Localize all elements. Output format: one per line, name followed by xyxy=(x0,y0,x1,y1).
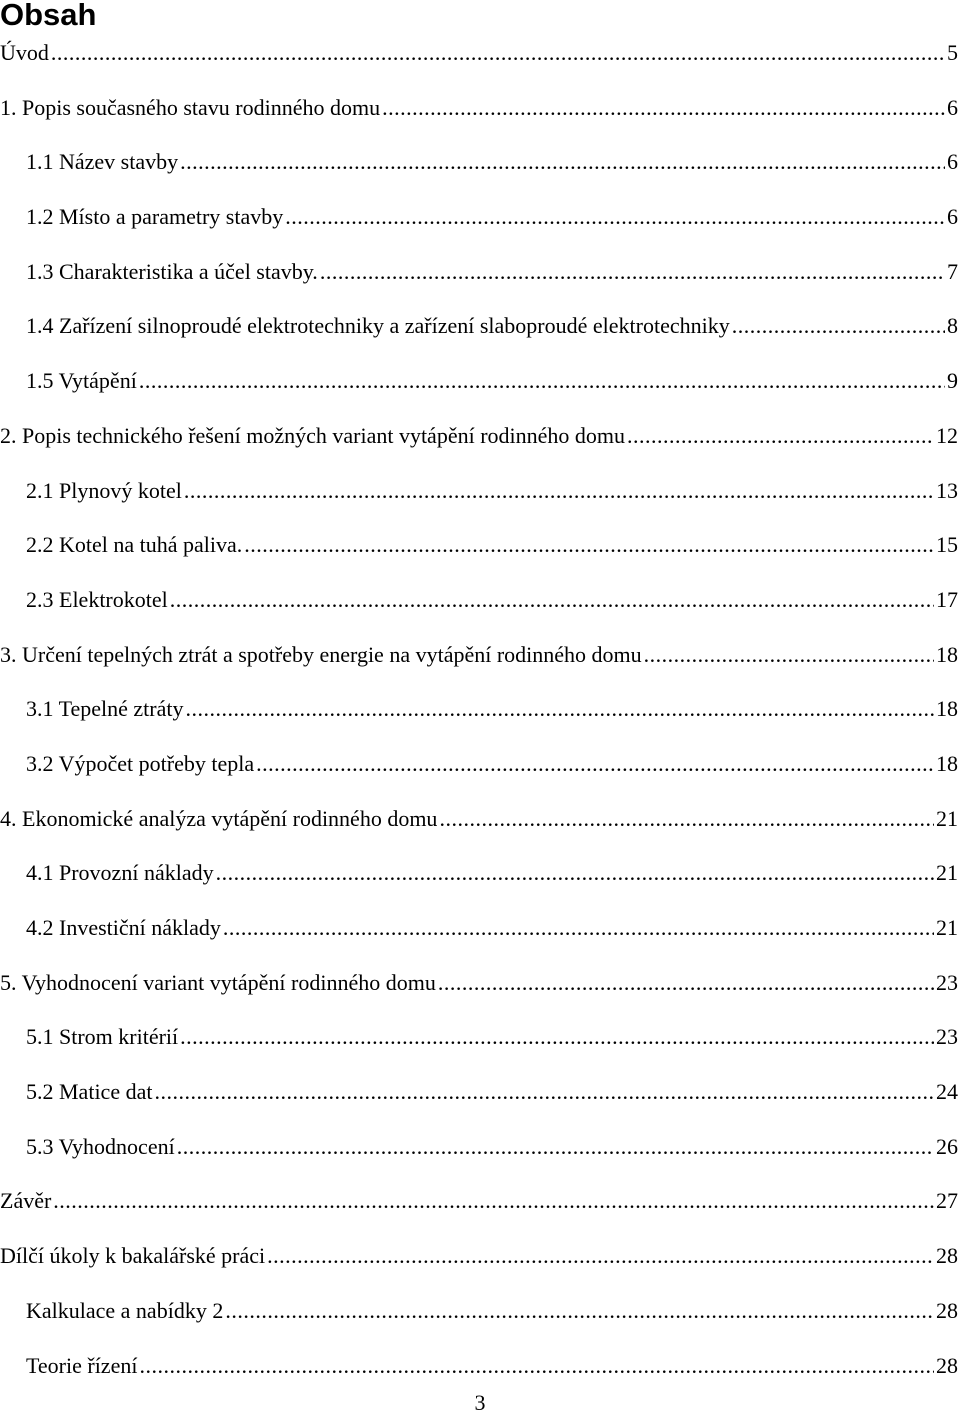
toc-entry-page: 28 xyxy=(936,1297,958,1323)
toc-leader-dots xyxy=(627,409,934,464)
toc-entry-page: 27 xyxy=(936,1188,958,1214)
toc-entry-label: Kalkulace a nabídky 2 xyxy=(26,1297,224,1323)
toc-entry-dilci-ukoly[interactable] xyxy=(0,1229,960,1284)
toc-entry-page: 21 xyxy=(936,915,958,940)
toc-leader-dots xyxy=(256,737,934,792)
toc-entry-label: 3. Určení tepelných ztrát a spotřeby energie na vytápění rodinného domu xyxy=(0,641,642,667)
toc-leader-dots xyxy=(320,245,945,300)
toc-entry-label: 2.1 Plynový kotel xyxy=(26,477,182,503)
table-of-contents xyxy=(0,26,960,1393)
toc-entry-label: 1.3 Charakteristika a účel stavby. xyxy=(26,258,318,284)
toc-entry-label: 4. Ekonomické analýza vytápění rodinného domu xyxy=(0,805,438,831)
toc-entry-page: 8 xyxy=(947,313,958,339)
toc-leader-dots xyxy=(186,682,935,737)
toc-entry-4-2[interactable] xyxy=(0,901,960,956)
toc-entry-label: 2.3 Elektrokotel xyxy=(26,586,168,612)
toc-leader-dots xyxy=(732,299,945,354)
toc-entry-label: 5.3 Vyhodnocení xyxy=(26,1133,175,1159)
toc-entry-page: 17 xyxy=(936,586,958,612)
toc-entry-label: 1.4 Zařízení silnoproudé elektrotechniky a zařízení slaboproudé elektrotechniky xyxy=(26,313,730,339)
toc-leader-dots xyxy=(244,518,934,573)
toc-entry-5-2[interactable] xyxy=(0,1065,960,1120)
toc-entry-teorie-rizeni[interactable] xyxy=(0,1339,960,1394)
toc-leader-dots xyxy=(644,628,934,683)
toc-entry-label: 4.1 Provozní náklady xyxy=(26,860,214,886)
toc-entry-2-2[interactable] xyxy=(0,518,960,573)
toc-entry-label: 2.2 Kotel na tuhá paliva. xyxy=(26,532,243,558)
toc-entry-2-3[interactable] xyxy=(0,573,960,628)
page-number: 3 xyxy=(474,1390,486,1415)
toc-entry-3[interactable] xyxy=(0,628,960,683)
toc-entry-label: 5. Vyhodnocení variant vytápění rodinného domu xyxy=(0,969,436,995)
toc-entry-1-5[interactable] xyxy=(0,354,960,409)
toc-leader-dots xyxy=(382,81,945,136)
toc-entry-label: 3.1 Tepelné ztráty xyxy=(26,696,184,722)
toc-leader-dots xyxy=(180,1010,934,1065)
page-title: Obsah xyxy=(0,0,97,32)
toc-entry-label: Teorie řízení xyxy=(26,1352,138,1378)
toc-entry-label: 1.5 Vytápění xyxy=(26,368,137,394)
toc-leader-dots xyxy=(267,1229,934,1284)
toc-entry-page: 28 xyxy=(936,1243,958,1269)
toc-leader-dots xyxy=(285,190,945,245)
toc-entry-page: 18 xyxy=(936,696,958,722)
toc-leader-dots xyxy=(51,26,945,81)
toc-entry-4-1[interactable] xyxy=(0,846,960,901)
toc-leader-dots xyxy=(216,846,934,901)
toc-entry-page: 12 xyxy=(936,422,958,448)
toc-entry-label: 1.1 Název stavby xyxy=(26,149,179,175)
toc-entry-page: 15 xyxy=(936,532,958,558)
toc-leader-dots xyxy=(53,1174,934,1229)
toc-entry-uvod[interactable] xyxy=(0,26,960,81)
toc-entry-3-2[interactable] xyxy=(0,737,960,792)
toc-leader-dots xyxy=(139,1339,934,1394)
toc-entry-zaver[interactable] xyxy=(0,1174,960,1229)
toc-leader-dots xyxy=(180,135,945,190)
toc-entry-4[interactable] xyxy=(0,792,960,847)
toc-entry-label: 5.1 Strom kritérií xyxy=(26,1024,179,1050)
toc-entry-label: 3.2 Výpočet potřeby tepla xyxy=(26,750,255,776)
toc-entry-page: 6 xyxy=(947,94,958,120)
toc-entry-page: 6 xyxy=(947,149,958,175)
toc-leader-dots xyxy=(438,956,934,1011)
toc-entry-page: 21 xyxy=(936,805,958,831)
toc-entry-label: 5.2 Matice dat xyxy=(26,1079,153,1105)
toc-entry-page: 28 xyxy=(936,1352,958,1378)
toc-entry-label: 2. Popis technického řešení možných variant vytápění rodinného domu xyxy=(0,422,626,448)
toc-entry-1-3[interactable] xyxy=(0,245,960,300)
toc-entry-page: 24 xyxy=(936,1079,958,1105)
toc-entry-page: 5 xyxy=(947,40,958,65)
toc-entry-2-1[interactable] xyxy=(0,464,960,519)
toc-leader-dots xyxy=(139,354,945,409)
toc-entry-1-1[interactable] xyxy=(0,135,960,190)
toc-entry-label: 1.2 Místo a parametry stavby xyxy=(26,204,284,230)
toc-entry-page: 23 xyxy=(936,1024,958,1050)
toc-entry-5-3[interactable] xyxy=(0,1120,960,1175)
toc-leader-dots xyxy=(439,792,934,847)
toc-entry-label: 4.2 Investiční náklady xyxy=(26,915,221,940)
toc-entry-3-1[interactable] xyxy=(0,682,960,737)
toc-entry-2[interactable] xyxy=(0,409,960,464)
toc-leader-dots xyxy=(154,1065,934,1120)
toc-entry-page: 13 xyxy=(936,477,958,503)
toc-leader-dots xyxy=(177,1120,934,1175)
toc-entry-5-1[interactable] xyxy=(0,1010,960,1065)
toc-entry-page: 23 xyxy=(936,969,958,995)
toc-entry-1-2[interactable] xyxy=(0,190,960,245)
toc-entry-page: 9 xyxy=(947,368,958,394)
toc-entry-label: Dílčí úkoly k bakalářské práci xyxy=(0,1243,266,1269)
toc-entry-page: 6 xyxy=(947,204,958,230)
toc-entry-1-4[interactable] xyxy=(0,299,960,354)
toc-leader-dots xyxy=(225,1284,934,1339)
toc-entry-5[interactable] xyxy=(0,956,960,1011)
toc-entry-1[interactable] xyxy=(0,81,960,136)
toc-leader-dots xyxy=(170,573,934,628)
toc-leader-dots xyxy=(223,901,934,956)
toc-entry-page: 26 xyxy=(936,1133,958,1159)
toc-entry-page: 7 xyxy=(947,258,958,284)
toc-entry-label: Úvod xyxy=(0,40,49,65)
toc-entry-page: 18 xyxy=(936,750,958,776)
toc-entry-kalkulace[interactable] xyxy=(0,1284,960,1339)
toc-entry-label: Závěr xyxy=(0,1188,52,1214)
toc-entry-page: 21 xyxy=(936,860,958,886)
toc-entry-label: 1. Popis současného stavu rodinného domu xyxy=(0,94,381,120)
toc-leader-dots xyxy=(184,464,934,519)
toc-entry-page: 18 xyxy=(936,641,958,667)
